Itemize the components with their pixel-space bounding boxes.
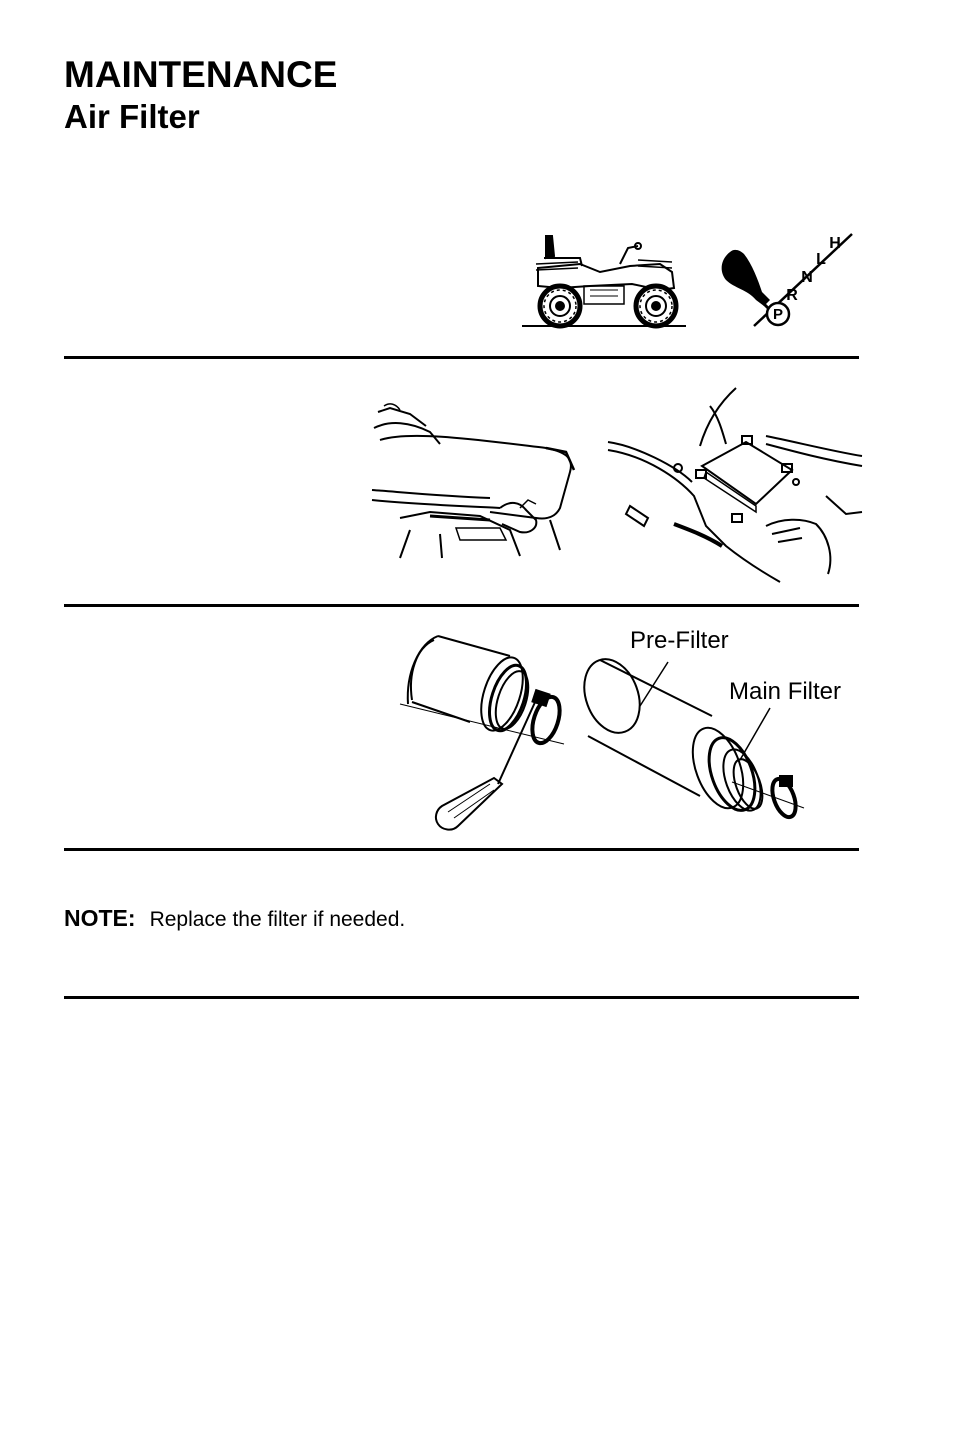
gear-label-n: N	[801, 269, 813, 286]
atv-vehicle-icon	[520, 228, 690, 330]
note-text: Replace the filter if needed.	[149, 908, 406, 931]
divider-1	[64, 356, 859, 359]
gear-label-l: L	[816, 251, 826, 268]
gear-label-h: H	[829, 235, 841, 252]
gear-label-p: P	[772, 306, 784, 323]
hose-clamp-screwdriver-icon	[398, 634, 566, 834]
seat-removal-icon	[370, 400, 582, 562]
divider-2	[64, 604, 859, 607]
divider-4	[64, 996, 859, 999]
gear-label-r: R	[786, 287, 798, 304]
page-title: MAINTENANCE	[64, 54, 338, 95]
divider-3	[64, 848, 859, 851]
pre-filter-label: Pre-Filter	[630, 627, 729, 654]
section-subtitle: Air Filter	[64, 98, 200, 135]
gear-shifter-icon	[712, 230, 854, 328]
main-filter-label: Main Filter	[729, 678, 842, 705]
note-label: NOTE:	[64, 905, 136, 931]
note-line	[64, 905, 405, 932]
airbox-cover-icon	[606, 386, 864, 584]
